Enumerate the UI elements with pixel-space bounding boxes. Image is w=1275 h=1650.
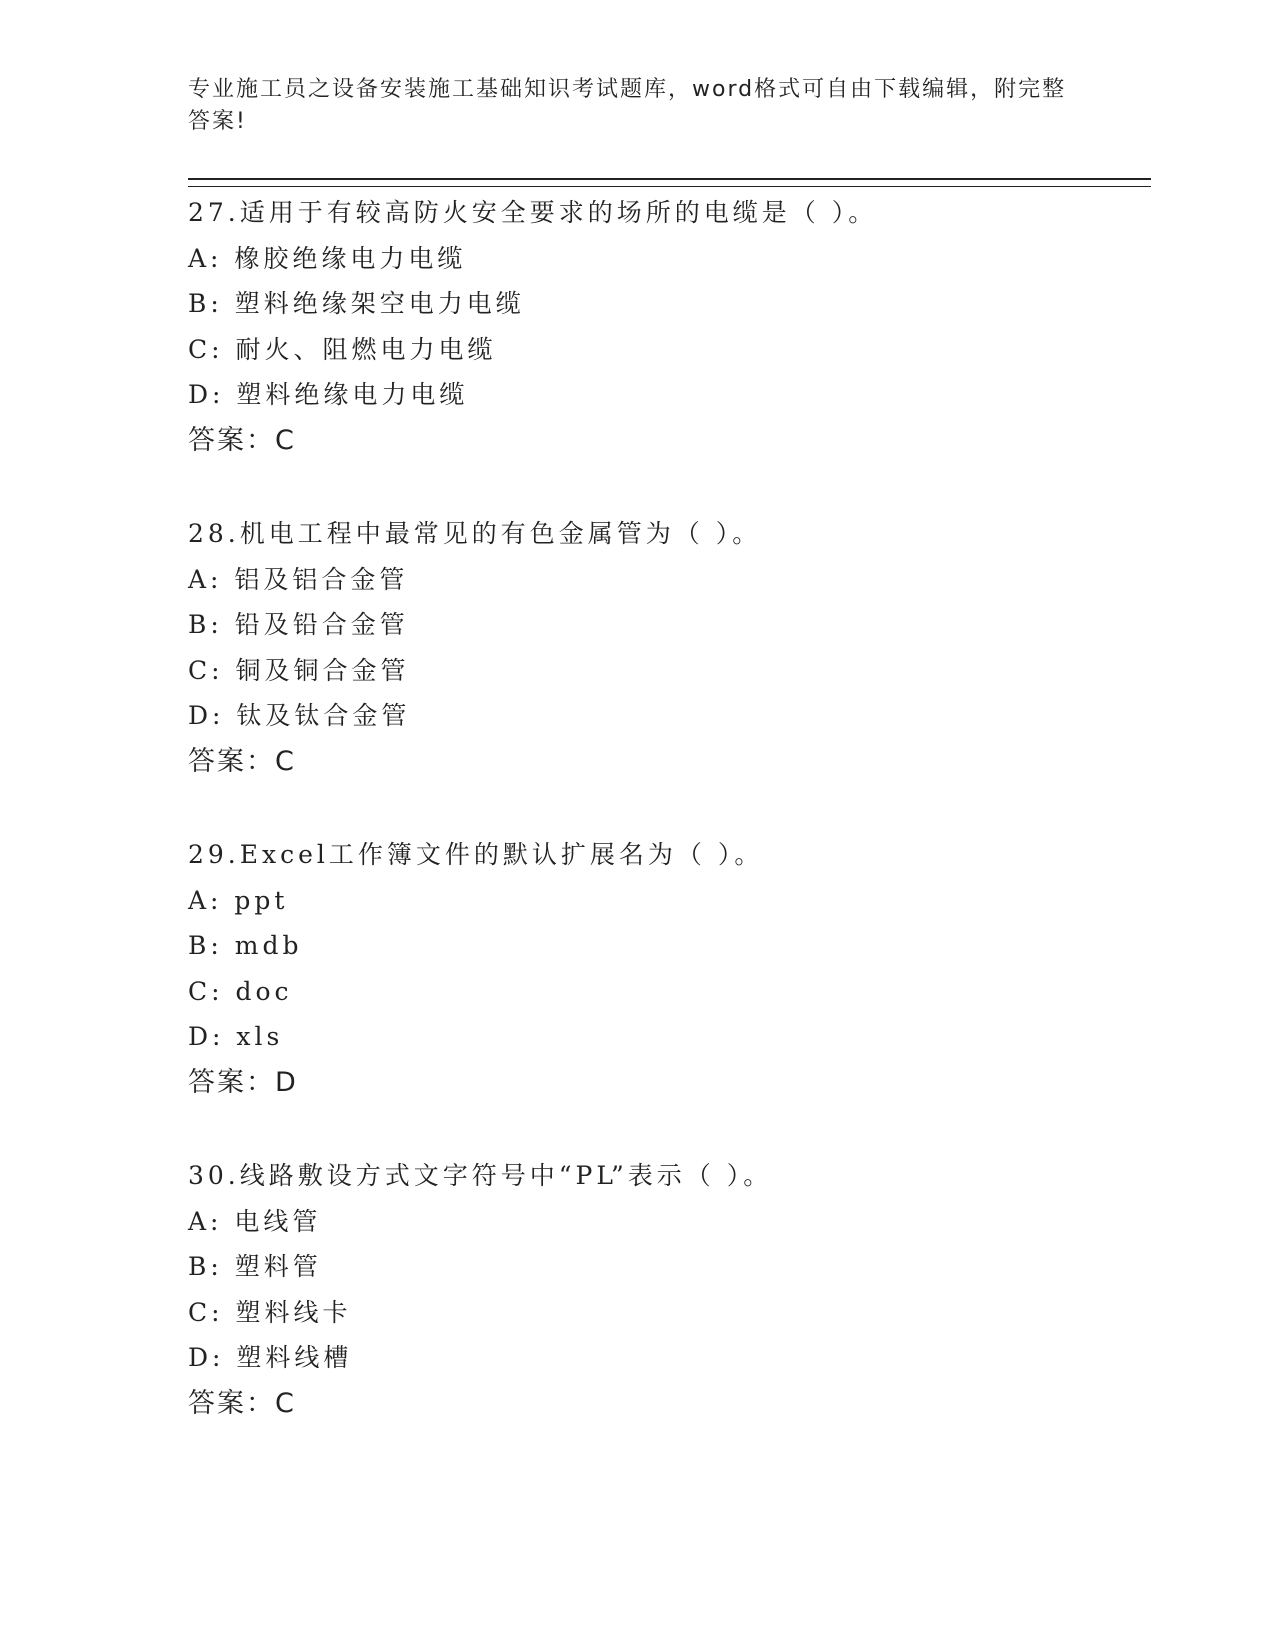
question-28 [188,511,1148,784]
answer-label: 答案：C [188,424,296,456]
option-b: B: 塑料绝缘架空电力电缆 [188,289,525,318]
option-d: D: 塑料绝缘电力电缆 [188,380,469,409]
question-list [188,190,1148,1474]
option-a: A: 电线管 [188,1206,322,1236]
document-header: 专业施工员之设备安装施工基础知识考试题库，word格式可自由下载编辑，附完整答案! [188,77,1067,134]
answer-label: 答案：D [188,1066,298,1098]
question-30 [188,1153,1148,1426]
option-b: B: mdb [188,931,303,960]
question-stem: 28.机电工程中最常见的有色金属管为（ ）。 [188,519,762,548]
option-d: D: xls [188,1022,284,1051]
answer-label: 答案：C [188,745,296,777]
option-b: B: 铅及铅合金管 [188,610,409,639]
option-d: D: 塑料线槽 [188,1343,353,1372]
question-stem: 29.Excel工作簿文件的默认扩展名为（ ）。 [188,840,764,869]
question-stem: 30.线路敷设方式文字符号中“PL”表示（ ）。 [188,1161,773,1190]
option-a: A: 橡胶绝缘电力电缆 [188,243,467,273]
option-c: C: 铜及铜合金管 [188,655,410,685]
option-b: B: 塑料管 [188,1252,322,1281]
option-a: A: ppt [188,885,289,915]
option-c: C: doc [188,976,293,1006]
header-divider [188,178,1151,187]
option-d: D: 钛及钛合金管 [188,701,411,730]
option-a: A: 铝及铝合金管 [188,564,409,594]
option-c: C: 耐火、阻燃电力电缆 [188,334,497,364]
question-29 [188,832,1148,1105]
option-c: C: 塑料线卡 [188,1297,352,1327]
answer-label: 答案：C [188,1387,296,1419]
question-stem: 27.适用于有较高防火安全要求的场所的电缆是（ ）。 [188,198,878,227]
question-27 [188,190,1148,463]
